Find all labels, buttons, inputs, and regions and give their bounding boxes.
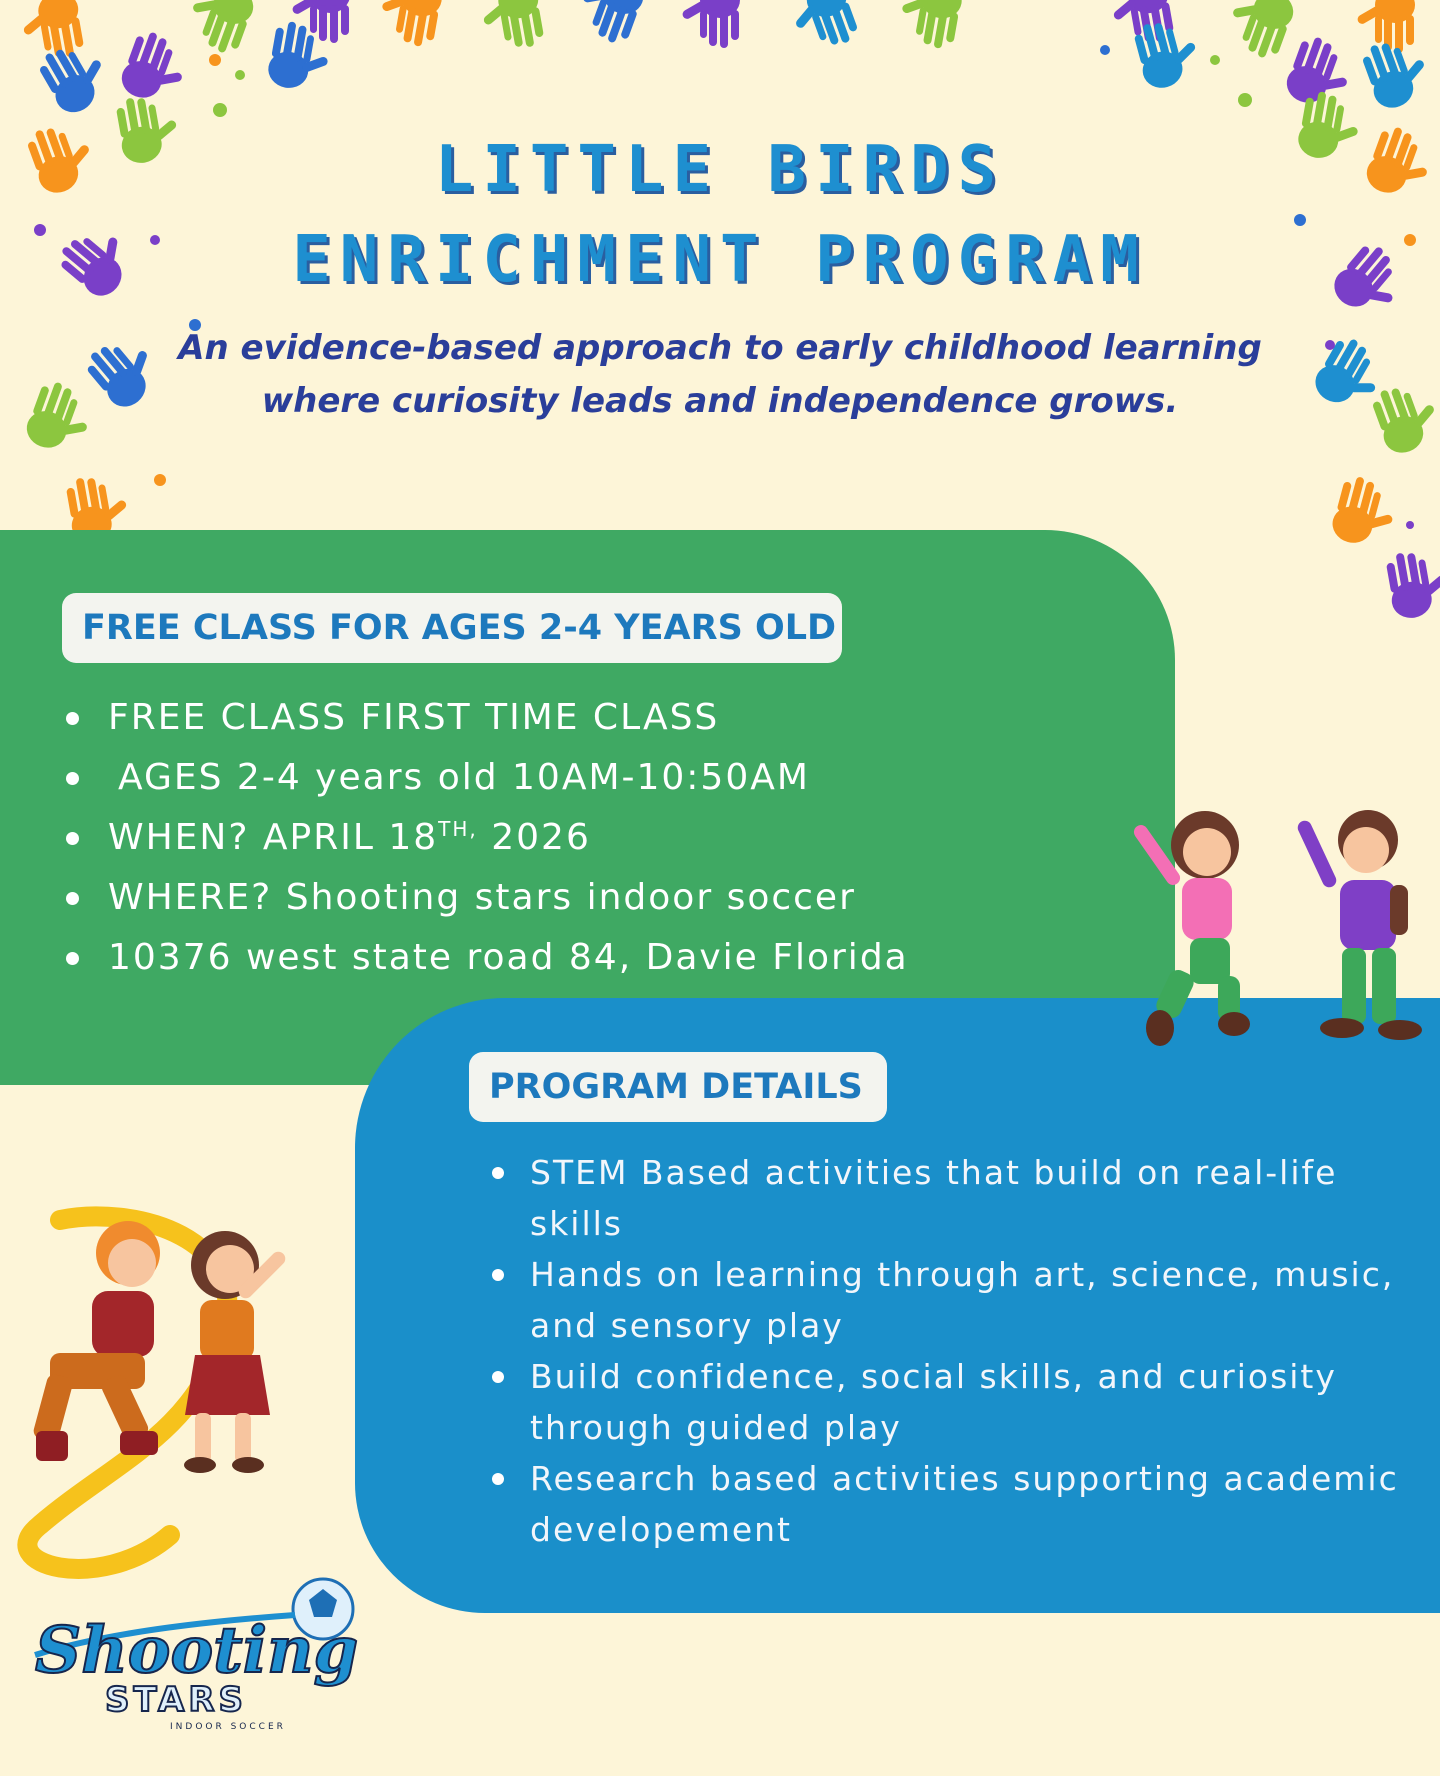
list-item-text: Build confidence, social skills, and curiosity through guided play: [530, 1357, 1337, 1447]
handprint-icon: [1384, 546, 1440, 621]
boy-figure: [32, 1221, 160, 1461]
list-item: FREE CLASS FIRST TIME CLASS: [58, 688, 909, 748]
list-item: [480, 1351, 1400, 1453]
logo-text-line3: INDOOR SOCCER: [170, 1722, 286, 1732]
children-illustration-icon: [1110, 800, 1440, 1070]
date-text: WHEN? APRIL 18: [108, 817, 439, 858]
handprint-icon: [895, 0, 965, 51]
list-item: WHERE? Shooting stars indoor soccer: [58, 868, 909, 928]
date-year: 2026: [477, 817, 591, 858]
list-item: 10376 west state road 84, Davie Florida: [58, 928, 909, 988]
handprint-icon: [1328, 473, 1402, 552]
logo-text-line1: Shooting: [35, 1613, 359, 1688]
handprint-icon: [22, 377, 100, 459]
list-item-text: Hands on learning through art, science, music, and sensory play: [530, 1255, 1395, 1345]
list-item: AGES 2-4 years old 10AM-10:50AM: [58, 748, 909, 808]
handprint-icon: [681, 0, 740, 48]
handprint-icon: [180, 0, 258, 58]
shooting-stars-logo: [25, 1575, 359, 1740]
handprint-icon: [1368, 376, 1440, 458]
date-suffix: TH,: [438, 817, 478, 841]
free-class-heading: FREE CLASS FOR AGES 2-4 YEARS OLD: [62, 593, 842, 663]
handprint-icon: [375, 0, 445, 49]
free-class-list: [58, 688, 909, 988]
subtitle-line2: where curiosity leads and independence grows.: [261, 381, 1179, 421]
subtitle-line1: An evidence-based approach to early childhood learning: [178, 328, 1262, 368]
list-item-date: [58, 808, 909, 868]
logo-text-line2: STARS: [105, 1680, 248, 1720]
handprint-icon: [784, 0, 862, 57]
subtitle: [170, 322, 1270, 428]
handprint-icon: [1220, 0, 1298, 63]
girl-figure: [1131, 811, 1250, 1046]
handprint-icon: [477, 0, 547, 54]
list-item: [480, 1453, 1400, 1555]
handprint-icon: [117, 27, 195, 109]
list-item: [480, 1147, 1400, 1249]
boy-figure: [1295, 810, 1422, 1040]
list-item: [480, 1249, 1400, 1351]
children-illustration-icon: [0, 1205, 360, 1595]
list-item-text: STEM Based activities that build on real-life skills: [530, 1153, 1338, 1243]
program-details-heading: PROGRAM DETAILS: [469, 1052, 887, 1122]
page-title-line2: ENRICHMENT PROGRAM: [292, 223, 1148, 297]
page-title-line1: LITTLE BIRDS: [434, 133, 1006, 207]
girl-figure: [184, 1231, 288, 1473]
program-details-list: [480, 1147, 1400, 1555]
list-item-text: Research based activities supporting academic developement: [530, 1459, 1399, 1549]
handprint-icon: [570, 0, 648, 48]
handprint-icon: [80, 326, 168, 414]
